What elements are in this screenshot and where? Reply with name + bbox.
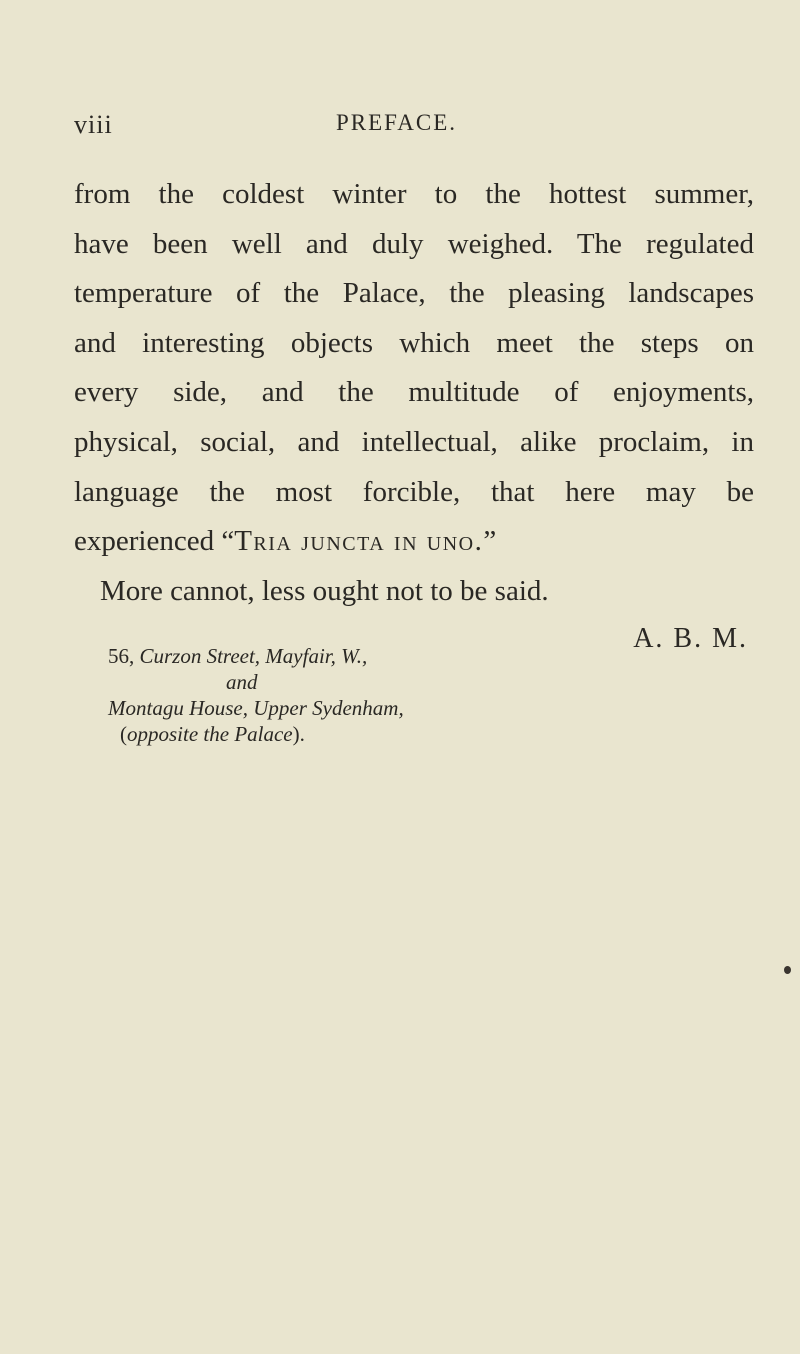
address-note: opposite the Palace	[127, 722, 293, 746]
address-street: Curzon Street, Mayfair, W.,	[139, 644, 368, 668]
text-line-quote	[74, 517, 754, 567]
closing-line: More cannot, less ought not to be said.	[100, 574, 549, 607]
quote-close: ”	[483, 525, 497, 558]
text-line: have been well and duly weighed. The regulated	[74, 227, 754, 260]
address-line-4	[108, 721, 708, 747]
ink-speck	[784, 966, 791, 974]
text-line: from the coldest winter to the hottest summer,	[74, 178, 754, 210]
paren-close: ).	[292, 722, 305, 746]
page-header-title: PREFACE.	[336, 110, 458, 135]
running-head	[74, 110, 754, 146]
address-line-2: and	[226, 670, 258, 694]
author-signature: A. B. M.	[633, 623, 748, 654]
paren-open: (	[120, 722, 127, 746]
text-line: and interesting objects which meet the steps on	[74, 326, 754, 359]
author-address	[108, 643, 708, 747]
address-number: 56,	[108, 644, 135, 668]
text-line: every side, and the multitude of enjoyments,	[74, 376, 754, 409]
page-number: viii	[74, 110, 113, 139]
text-line: physical, social, and intellectual, alike proclaim, in	[74, 425, 754, 458]
quote-open: experienced “	[74, 525, 235, 558]
address-line-1	[108, 643, 708, 669]
preface-paragraph	[74, 170, 754, 616]
address-line-3: Montagu House, Upper Sydenham,	[108, 696, 404, 720]
latin-quote: Tria juncta in uno.	[234, 525, 484, 558]
text-line: temperature of the Palace, the pleasing landscapes	[74, 277, 754, 310]
text-line: language the most forcible, that here may be	[74, 475, 754, 508]
